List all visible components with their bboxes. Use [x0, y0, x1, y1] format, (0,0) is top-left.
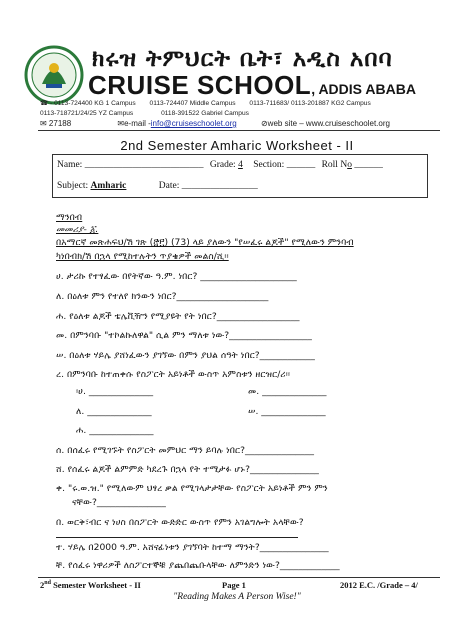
phones-row-2: [40, 109, 390, 119]
question-g[interactable]: ሰ. በሰፈሩ የሚገኙት የስፖርት መምህር ማን ይባሉ ነበር?_______________: [56, 445, 314, 456]
contacts-row-3: [40, 119, 390, 129]
question-d[interactable]: መ. በምንባቡ "ተኮልኩለዋል" ሲል ምን ማለቱ ነው?__________________: [56, 330, 312, 341]
footer-divider: [38, 577, 440, 578]
footer-left: [40, 580, 141, 590]
question-i-answer[interactable]: ናቸው?_______________: [72, 497, 166, 508]
question-k[interactable]: ተ. ሃይሌ በ2000 ዓ.ም. አሸናፊነቱን ያገኘባት ከተማ ማንት?_______________: [56, 542, 329, 553]
question-b[interactable]: ለ. በዕለቱ ምን የተለየ ክንውን ነበር?____________________: [56, 291, 269, 302]
worksheet-title: [0, 138, 474, 153]
subject-value[interactable]: Amharic: [90, 181, 127, 191]
question-j-answer-line[interactable]: [56, 537, 298, 538]
school-name: [88, 70, 416, 101]
footer-motto: "Reading Makes A Person Wise!": [173, 592, 301, 602]
roll-label-suffix: o: [347, 160, 352, 170]
question-f: ረ. በምንባቡ ከተጠቀሱ የስፖርት አይነቶች ውስጥ አምስቱን ዘርዝር/ሪ፡፡: [56, 369, 290, 380]
school-city: , ADDIS ABABA: [311, 81, 416, 97]
email-label: [117, 119, 236, 129]
phones-row-1: [40, 99, 390, 109]
email-label-text: e-mail -: [124, 119, 151, 128]
phone-yz: 0113-718721/24/25 YZ Campus: [40, 109, 134, 117]
instruction-label: [56, 224, 98, 235]
section-field[interactable]: Section: ______: [253, 160, 316, 170]
instruction-line-2: ካነበብክ/ሽ በኋላ የሚከተሉትን ጥያቄዎች መልስ/ሺ፡፡: [56, 251, 229, 262]
name-field[interactable]: Name: _________________________: [57, 160, 204, 170]
subject-label: Subject:: [57, 181, 91, 191]
question-e[interactable]: ሠ. በዕለቱ ሃይሌ ያሸነፈውን ያገኘው በምን ያህል ሰዓት ነበር?____________: [56, 350, 315, 361]
email-icon: ✉: [117, 119, 125, 128]
worksheet-title-text: 2nd Semester Amharic Worksheet - II: [120, 138, 354, 153]
date-field[interactable]: Date: ________________: [158, 181, 258, 191]
email-link[interactable]: info@cruiseschoolet.org: [150, 119, 237, 128]
question-h[interactable]: ሸ. የሰፈሩ ልጆች ልምምድ ካደረጉ በኋላ የት ተሚታፉ ሆኑ?_______________: [56, 464, 319, 475]
question-i: ቀ. "ሩ.ወ.ዝ." የሚለውም ህፃረ ቃል የሚገላታታቸው የስፖርት አይነቶች ምን ምን: [56, 483, 328, 494]
website: [261, 119, 390, 129]
website-text: web site – www.cruiseschoolet.org: [267, 119, 390, 128]
question-c[interactable]: ሐ. የዕለቱ ልጆች ቴሌቪዥን የሚያዩት የት ነበር?__________________: [56, 311, 300, 322]
footer-left-pre: 2: [40, 580, 45, 590]
web-icon: ⊘: [260, 119, 268, 128]
info-row-2: [57, 181, 258, 191]
footer-page-number: Page 1: [222, 580, 246, 590]
phone-middle: 0113-724407 Middle Campus: [149, 100, 236, 107]
instruction-line-1: በአማርኛ መጽሐፍህ/ሽ ገጽ (፸፫) (73) ላይ ያለውን "የሠፈሩ ልጆች" የሚለውን ምንባብ: [56, 237, 354, 248]
header-divider: [38, 130, 440, 131]
footer-left-text: Semester Worksheet - II: [50, 580, 141, 590]
footer-right: 2012 E.C. /Grade – 4/: [340, 580, 418, 590]
roll-field[interactable]: ______: [351, 160, 383, 170]
phone-gabriel: 0118-391522 Gabriel Campus: [161, 109, 249, 117]
footer-left-sup: nd: [44, 580, 51, 587]
school-name-text: CRUISE SCHOOL: [88, 70, 312, 100]
pobox: ✉ 27188: [40, 119, 72, 128]
roll-label: Roll N: [321, 160, 348, 170]
school-logo-icon: [24, 44, 84, 106]
list-item-4[interactable]: መ. ______________: [248, 386, 327, 397]
phone-kg1: ☎ - 0113-724400 KG 1 Campus: [40, 100, 136, 107]
list-item-3[interactable]: ሐ. ______________: [76, 425, 154, 436]
list-item-1[interactable]: ፡ሀ. ______________: [76, 386, 154, 397]
student-info-box: [52, 154, 428, 198]
info-row-1: [57, 160, 383, 170]
instruction-label-text: መመሪያ- ፩.: [56, 224, 99, 235]
list-item-2[interactable]: ለ. ______________: [76, 406, 152, 417]
question-l[interactable]: ቸ. የሰፈሩ ነዋሪዎች ለስፖርተኞቹ ያጨበጨቡላቸው ለምንድን ነው?_____________: [56, 560, 340, 571]
contact-info: [40, 99, 390, 129]
list-item-5[interactable]: ሠ. ______________: [248, 406, 326, 417]
grade-value[interactable]: 4: [238, 160, 243, 170]
amharic-school-name: ክሩዝ ትምህርት ቤት፣ አዲስ አበባ: [92, 46, 393, 72]
phone-kg2: 0113-711683/ 0113-201887 KG2 Campus: [249, 100, 371, 107]
section-heading: ማንበብ: [56, 212, 83, 223]
grade-label: Grade:: [209, 160, 239, 170]
question-a[interactable]: ሀ. ታሪኩ የተፃፈው በየትኛው ዓ.ም. ነበር? _____________________: [56, 271, 297, 282]
question-j: በ. ወርቅ፣ብር ና ነሀስ በስፖርት ውድድር ውስጥ የምን አገልግሎት አላቸው?: [56, 517, 304, 528]
